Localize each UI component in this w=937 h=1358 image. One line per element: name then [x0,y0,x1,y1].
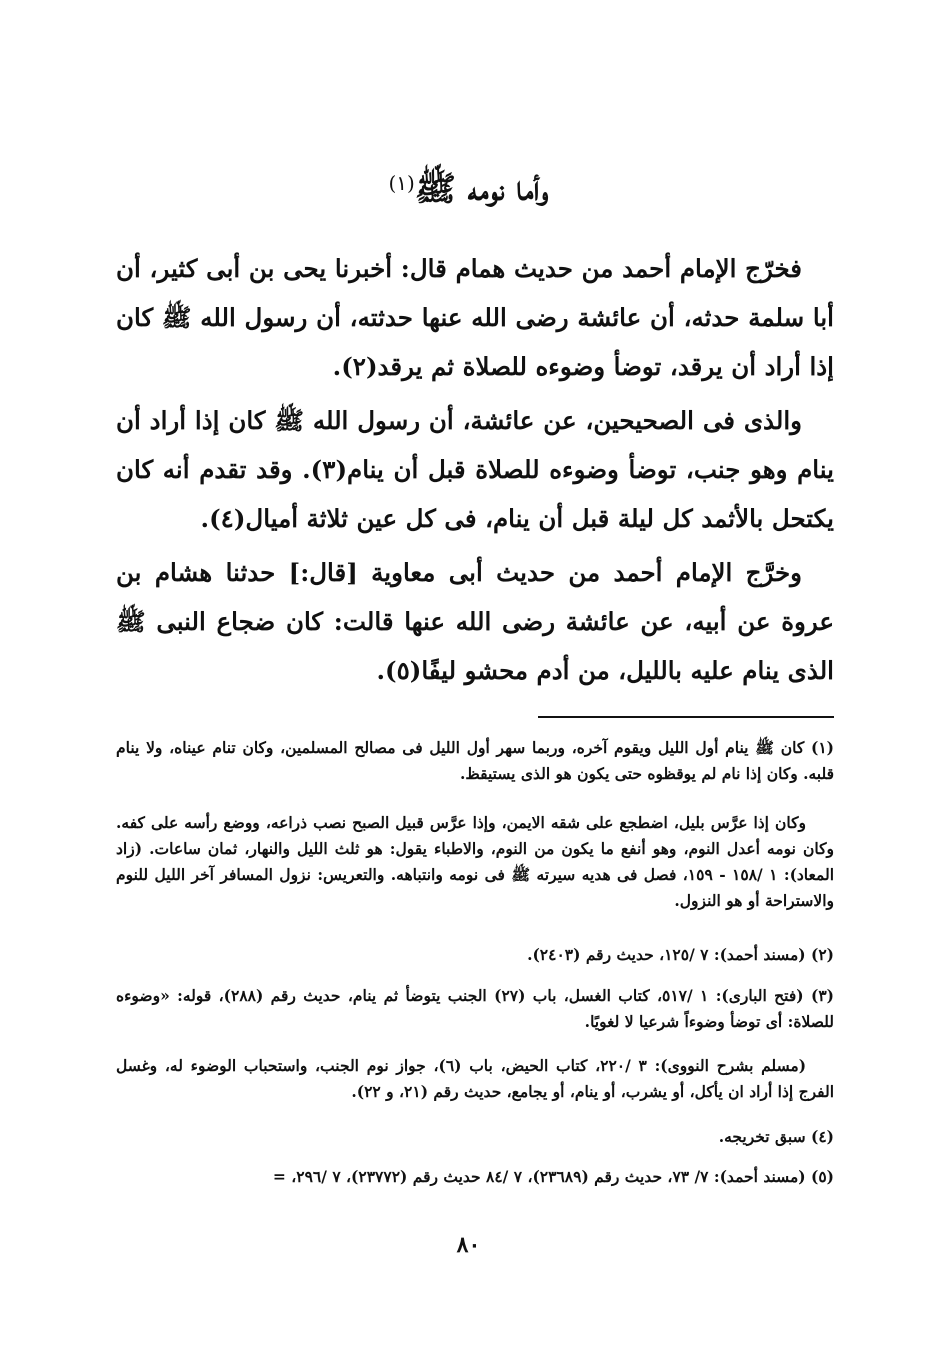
footnote-text: (٣) (فتح البارى): ١ /٥١٧، كتاب الغسل، باب (٢٧) الجنب يتوضأ ثم ينام، حديث رقم (٢٨٨)، قوله: «وضوءه للصلاة: أى توضأ وضوءاً شرعيا لا لغويًا. [116,986,834,1031]
footnote-divider [538,716,834,718]
section-title [0,158,937,214]
footnote-4 [116,1124,834,1150]
footnote-text: (٥) (مسند أحمد): ٧/ ٧٣، حديث رقم (٢٣٦٨٩)، ٧ /٨٤ حديث رقم (٢٣٧٧٢)، ٧ /٢٩٦، = [272,1167,834,1186]
footnote-text: وكان إذا عرَّس بليل، اضطجع على شقه الايمن، وإذا عرَّس قبيل الصبح نصب ذراعه، ووضع رأسه على كفه. وكان نومه أعدل النوم، وهو أنفع ما يكون من النوم، والاطباء يقول: هو ثلث الليل والنهار، ثمان ساعات. (زاد المعاد): ١ /١٥٨ - ١٥٩، فصل فى هديه سيرته ﷺ فى نومه وانتباهه. والتعريس: نزول المسافر آخر الليل للنوم والاستراحة أو هو النزول. [116,813,834,910]
footnote-5 [116,1164,834,1190]
paragraph-text: والذى فى الصحيحين، عن عائشة، أن رسول الله ﷺ كان إذا أراد أن ينام وهو جنب، توضأ وضوءه للصلاة قبل أن ينام(٣). وقد تقدم أنه كان يكتحل بالأثمد كل ليلة قبل أن ينام، فى كل عين ثلاثة أميال(٤). [116,406,834,533]
paragraph-text: وخرَّج الإمام أحمد من حديث أبى معاوية [قال:] حدثنا هشام بن عروة عن أبيه، عن عائشة رضى الله عنها قالت: كان ضجاع النبى ﷺ الذى ينام عليه بالليل، من أدم محشو ليفًا(٥). [116,558,834,685]
footnote-text: (٢) (مسند أحمد): ٧ /١٢٥، حديث رقم (٢٤٠٣). [527,945,834,964]
footnote-text: (٤) سبق تخريجه. [718,1127,834,1146]
body-paragraph-1 [116,244,834,391]
body-paragraph-3 [116,548,834,695]
footnote-1 [116,735,834,787]
title-footnote-ref: (١) [388,171,415,195]
body-paragraph-2 [116,396,834,543]
footnote-1-continued [116,810,834,914]
paragraph-text: فخرّج الإمام أحمد من حديث همام قال: أخبرنا يحى بن أبى كثير، أن أبا سلمة حدثه، أن عائشة رضى الله عنها حدثته، أن رسول الله ﷺ كان إذا أراد أن يرقد، توضأ وضوءه للصلاة ثم يرقد(٢). [116,254,834,381]
footnote-3 [116,983,834,1035]
footnote-3-continued [116,1053,834,1105]
footnote-2 [116,942,834,968]
footnote-text: (مسلم بشرح النووى): ٣ /٢٢٠، كتاب الحيض، باب (٦)، جواز نوم الجنب، واستحباب الوضوء له، وغسل الفرج إذا أراد ان يأكل، أو يشرب، أو ينام، أو يجامع، حديث رقم (٢١، و ٢٢). [116,1056,834,1101]
page-number: ٨٠ [456,1232,481,1258]
footnote-text: (١) كان ﷺ ينام أول الليل ويقوم آخره، وربما سهر أول الليل فى مصالح المسلمين، وكان تنام عيناه، ولا ينام قلبه. وكان إذا نام لم يوقظوه حتى يكون هو الذى يستيقظ. [116,738,834,783]
section-title-text: وأما نومه ﷺ [414,169,549,209]
